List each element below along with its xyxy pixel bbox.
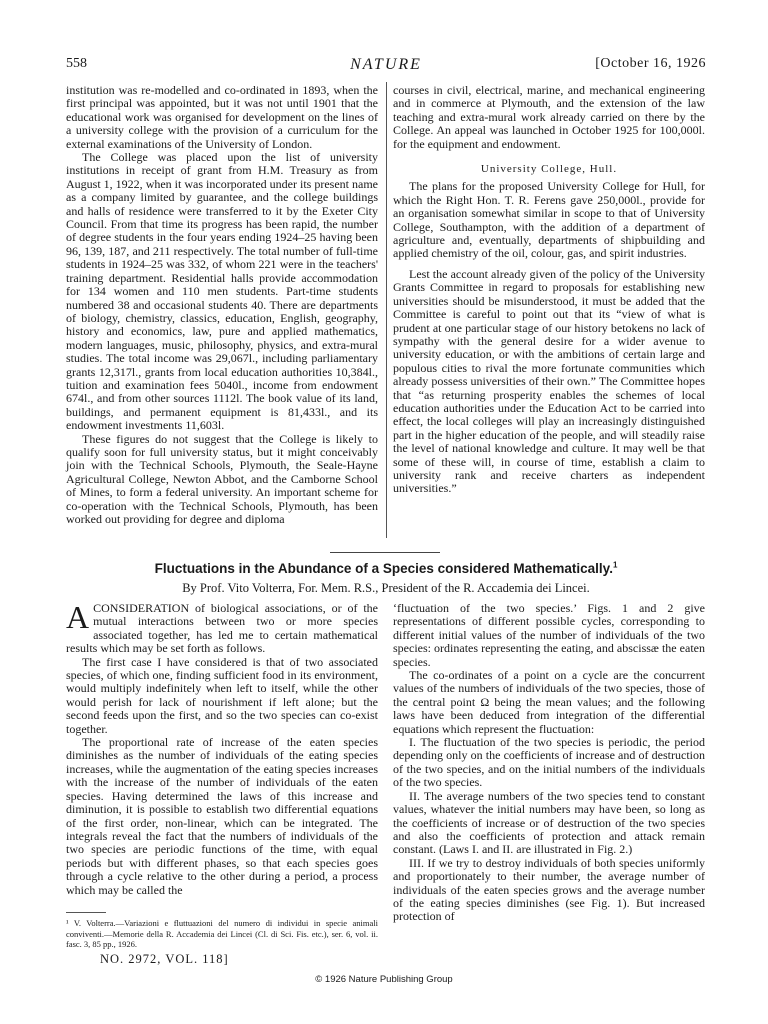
paragraph: II. The average numbers of the two species tend to constant values, whatever the initial numbers may have been, so long as the coefficients of increase or of destruction of the two species and also the coefficients of protection and attack remain constant. (Laws I. and II. are illustrated in Fig. 2.) <box>393 788 705 857</box>
section-subheading: University College, Hull. <box>480 163 618 176</box>
volume-number: NO. 2972, VOL. 118] <box>100 952 229 966</box>
paragraph: institution was re-modelled and co-ordinated in 1893, when the first principal was appointed, but it was not until 1901 that the educational work was organised for development on the lines of a university college with the provision of a curriculum for the external examinations of the University of London. <box>66 83 378 151</box>
paragraph: The first case I have considered is that of two associated species, of which one, finding sufficient food in its environment, would multiply indefinitely when left to itself, while the other would perish for lack of nourishment if left alone; but the second feeds upon the first, and so the two species can co-exist together. <box>66 654 378 736</box>
paragraph: Lest the account already given of the policy of the University Grants Committee in regard to proposals for establishing new universities should be misunderstood, it must be added that the Committee is careful to point out that its “view of what is prudent at one particular stage of our history betokens no lack of sympathy with the general desire for a wider avenue to university education, or with the ambitions of certain large and populous cities to rival the more fortunate communities which already possess universities of their own.” The Committee hopes that “as returning prosperity enables the schemes of local education authorities under the Education Act to be carried into effect, the local colleges will play an increasingly distinguished part in the higher education of the people, and will steadily raise the level of national knowledge and culture. It may well be that some of these will, in course of time, establish a claim to university rank and receive charters as independent universities.” <box>393 266 705 496</box>
opening-text: CONSIDERATION of biological associations, or of the mutual interactions between two or more species associated together, has led me to certain mathematical results which may be set forth as follows. <box>66 601 378 656</box>
paragraph: III. If we try to destroy individuals of both species uniformly and proportionately to their number, the average number of individuals of the eaten species grows and the average number of the eating species diminishes (see Fig. 1). But increased protection of <box>393 855 705 924</box>
opening-paragraph <box>66 599 378 656</box>
issue-date: [October 16, 1926 <box>595 56 706 71</box>
column-divider <box>386 82 387 538</box>
paragraph: The co-ordinates of a point on a cycle are the concurrent values of the numbers of individuals of the two species, those of the central point Ω being the mean values; and the following laws have been deduced from integration of the differential equations which represent the fluctuation: <box>393 668 705 736</box>
paragraph: The College was placed upon the list of university institutions in receipt of grant from H.M. Treasury as from August 1, 1922, when it was incorporated under its present name as a company limited by guarantee, and the college buildings and halls of residence were transferred to it by the Exeter City Council. From that time its progress has been rapid, the number of degree students in the four years ending 1924–25 having been 96, 139, 187, and 211 respectively. The total number of full-time students in 1924–25 was 332, of whom 221 were in the teachers' training department. Residential halls provide accommodation for 134 women and 110 men students. Part-time students numbered 38 and occasional students 40. There are departments of biology, chemistry, classics, education, English, geography, history and economics, law, pure and applied mathematics, modern languages, music, philosophy, physics, and extra-mural studies. The total income was 29,067l., including parliamentary grants 12,317l., grants from local education authorities 10,384l., tuition and examination fees 5040l., income from endowment 674l., and from other sources 1112l. The book value of its land, buildings, and permanent equipment is 81,433l., and its endowment investments 11,603l. <box>66 150 378 433</box>
article-title-text: Fluctuations in the Abundance of a Species considered Mathematically. <box>154 561 613 576</box>
article-title <box>66 561 706 576</box>
drop-cap: A <box>66 599 90 635</box>
running-header <box>66 56 706 80</box>
footnote: ¹ V. Volterra.—Variazioni e fluttuazioni del numero di individui in specie animali conviventi.—Memorie della R. Accademia dei Lincei (Cl. di Sci. Fis. etc.), ser. 6, vol. ii. fasc. 3, 85 pp., 1926. <box>66 918 378 949</box>
paragraph: I. The fluctuation of the two species is periodic, the period depending only on the coefficients of increase and of destruction of the two species, and on the initial numbers of the individuals of the two species. <box>393 735 705 790</box>
footnote-rule <box>66 912 106 913</box>
footnote-marker: 1 <box>612 560 618 570</box>
paragraph: The proportional rate of increase of the eaten species diminishes as the number of individuals of the eating species increases, while the augmentation of the eating species increases with the increase of the number of individuals of the eaten species. Having determined the laws of this increase and diminution, it is possible to establish two differential equations of the first order, non-linear, which can be integrated. The integrals reveal the fact that the numbers of individuals of the two species are periodic functions of the time, with equal periods but with different phases, so that each species goes through a cycle relative to the other during a period, a process which may be called the <box>66 735 378 897</box>
article-byline: By Prof. Vito Volterra, For. Mem. R.S., President of the R. Accademia dei Lincei. <box>182 581 590 595</box>
journal-name: NATURE <box>350 56 422 73</box>
copyright-notice: © 1926 Nature Publishing Group <box>315 974 453 985</box>
paragraph: The plans for the proposed University College for Hull, for which the Right Hon. T. R. Ferens gave 250,000l., provide for an organisation somewhat similar in scope to that of University College, Southampton, with the addition of a department of agriculture and, eventually, departments of shipbuilding and applied chemistry of the oil, colour, gas, and spirit industries. <box>393 179 705 261</box>
section-rule <box>330 552 440 553</box>
article-left-column <box>66 599 378 897</box>
top-left-column <box>66 84 378 526</box>
page-number: 558 <box>66 56 87 71</box>
paragraph: courses in civil, electrical, marine, and mechanical engineering and in commerce at Plymouth, and the extension of the law teaching and extra-mural work already carried on there by the College. An appeal was launched in October 1925 for 100,000l. for the equipment and endowment. <box>393 83 705 151</box>
paragraph: These figures do not suggest that the College is likely to qualify soon for full university status, but it might conceivably join with the Technical Schools, Plymouth, the Seale-Hayne Agricultural College, Newton Abbot, and the Camborne School of Mines, to form a federal university. An important scheme for co-operation with the Technical Schools, Plymouth, has been worked out providing for degree and diploma <box>66 431 378 526</box>
article-right-column <box>393 602 705 924</box>
top-right-column <box>393 84 705 496</box>
paragraph: ‘fluctuation of the two species.’ Figs. 1 and 2 give representations of different possible cycles, corresponding to different initial values of the number of individuals of the two species: ordinates representing the eating, and abscissæ the eaten species. <box>393 601 705 669</box>
